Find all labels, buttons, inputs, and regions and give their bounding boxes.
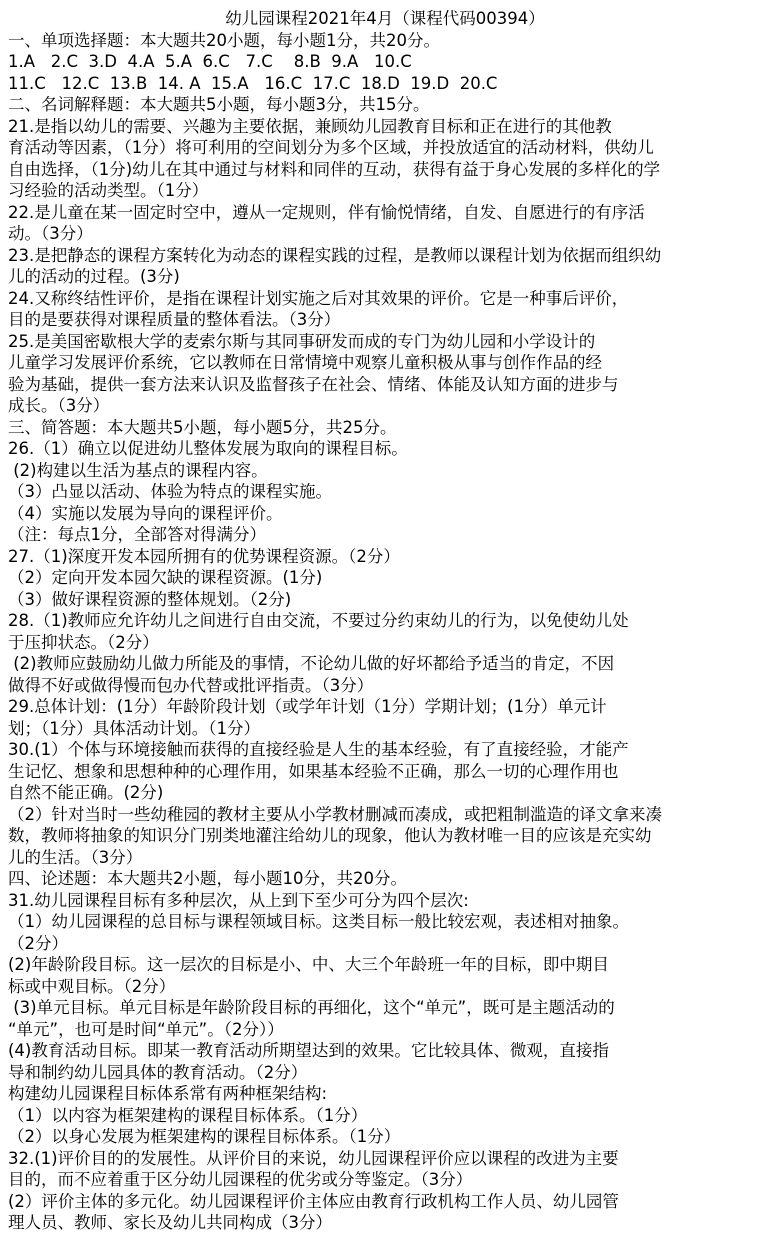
text-line: (3)单元目标。单元目标是年龄阶段目标的再细化，这个“单元”，既可是主题活动的: [8, 998, 615, 1017]
text-line: (2)年龄阶段目标。这一层次的目标是小、中、大三个年龄班一年的目标，即中期目: [8, 955, 609, 974]
text-line: （注：每点1分，全部答对得满分）: [8, 525, 266, 544]
text-line: 27.（1)深度开发本园所拥有的优势课程资源。（2分）: [8, 546, 400, 566]
text-line: 儿的活动的过程。(3分): [8, 267, 180, 286]
text-line: 1.A 2.C 3.D 4.A 5.A 6.C 7.C 8.B 9.A 10.C: [8, 52, 412, 71]
text-line: 二、名词解释题：本大题共5小题，每小题3分，共15分。: [8, 95, 430, 114]
text-line: (2）评价主体的多元化。幼儿园课程评价主体应由教育行政机构工作人员、幼儿园管: [8, 1191, 619, 1211]
answer-text-body: [8, 30, 762, 1234]
text-line: （3）做好课程资源的整体规划。（2分): [8, 589, 292, 609]
text-line: 28.（1)教师应允许幼儿之间进行自由交流，不要过分约束幼儿的行为，以免使幼儿处: [8, 611, 629, 630]
text-line: （4）实施以发展为导向的课程评价。: [8, 503, 283, 523]
text-line: 儿的生活。（3分）: [8, 847, 143, 867]
text-line: 25.是美国密歇根大学的麦索尔斯与其同事研发而成的专门为幼儿园和小学设计的: [8, 331, 596, 351]
text-line: 24.又称终结性评价，是指在课程计划实施之后对其效果的评价。它是一种事后评价，: [8, 288, 629, 308]
text-line: 22.是儿童在某一固定时空中，遵从一定规则，伴有愉悦情绪，自发、自愿进行的有序活: [8, 202, 645, 222]
text-line: 11.C 12.C 13.B 14. A 15.A 16.C 17.C 18.D 19.D 20.C: [8, 73, 498, 93]
text-line: 21.是指以幼儿的需要、兴趣为主要依据，兼顾幼儿园教育目标和正在进行的其他教: [8, 116, 612, 136]
text-line: 数，教师将抽象的知识分门别类地灌注给幼儿的现象，他认为教材唯一目的应该是充实幼: [8, 826, 652, 845]
text-line: 于压抑状态。（2分）: [8, 632, 159, 652]
text-line: 23.是把静态的课程方案转化为动态的课程实践的过程，是教师以课程计划为依据而组织幼: [8, 245, 662, 265]
text-line: 构建幼儿园课程目标体系常有两种框架结构:: [8, 1084, 328, 1103]
text-line: “单元”，也可是时间“单元”。（2分））: [8, 1019, 284, 1039]
text-line: 划；（1分）具体活动计划。（1分）: [8, 718, 260, 738]
text-line: 31.幼儿园课程目标有多种层次，从上到下至少可分为四个层次:: [8, 890, 469, 910]
text-line: （2）针对当时一些幼稚园的教材主要从小学教材删减而凑成，或把粗制滥造的译文拿来凑: [8, 804, 662, 824]
text-line: 目的，而不应着重于区分幼儿园课程的优劣或分等鉴定。（3分）: [8, 1170, 473, 1189]
text-line: 30.(1）个体与环境接触而获得的直接经验是人生的基本经验，有了直接经验，才能产: [8, 740, 629, 759]
text-line: 四、论述题：本大题共2小题，每小题10分，共20分。: [8, 869, 407, 888]
text-line: 三、简答题：本大题共5小题，每小题5分，共25分。: [8, 417, 397, 437]
text-line: （2）定向开发本园欠缺的课程资源。(1分): [8, 568, 323, 587]
text-line: 导和制约幼儿园具体的教育活动。（2分）: [8, 1062, 308, 1082]
text-line: （3）凸显以活动、体验为特点的课程实施。: [8, 482, 332, 501]
text-line: (2)构建以生活为基点的课程内容。: [8, 460, 268, 480]
text-line: （2）以身心发展为框架建构的课程目标体系。（1分）: [8, 1127, 401, 1146]
text-line: 目的是要获得对课程质量的整体看法。（3分）: [8, 310, 341, 329]
text-line: (2)教师应鼓励幼儿做力所能及的事情，不论幼儿做的好坏都给予适当的肯定，不因: [8, 654, 615, 673]
text-line: （2分）: [8, 933, 68, 953]
text-line: 验为基础，提供一套方法来认识及监督孩子在社会、情绪、体能及认知方面的进步与: [8, 374, 619, 394]
text-line: 习经验的活动类型。（1分）: [8, 181, 209, 200]
text-line: （1）以内容为框架建构的课程目标体系。（1分）: [8, 1105, 368, 1125]
text-line: 26.（1）确立以促进幼儿整体发展为取向的课程目标。: [8, 439, 408, 458]
text-line: 儿童学习发展评价系统，它以教师在日常情境中观察儿童积极从事与创作作品的经: [8, 353, 602, 372]
document-title: 幼儿园课程2021年4月（课程代码00394）: [225, 9, 545, 28]
text-line: 32.(1)评价目的的发展性。从评价目的来说，幼儿园课程评价应以课程的改进为主要: [8, 1148, 619, 1168]
text-line: 一、单项选择题：本大题共20小题，每小题1分，共20分。: [8, 30, 440, 50]
text-line: 29.总体计划：(1分）年龄阶段计划（或学年计划（1分）学期计划；(1分）单元计: [8, 697, 607, 716]
text-line: 生记忆、想象和思想种种的心理作用，如果基本经验不正确，那么一切的心理作用也: [8, 761, 619, 781]
text-line: (4)教育活动目标。即某一教育活动所期望达到的效果。它比较具体、微观，直接指: [8, 1041, 609, 1060]
text-line: 做得不好或做得慢而包办代替或批评指责。（3分）: [8, 675, 374, 695]
text-line: 育活动等因素，（1分）将可利用的空间划分为多个区域，并投放适宜的活动材料，供幼儿: [8, 138, 654, 157]
text-line: 自然不能正确。(2分): [8, 783, 164, 802]
text-line: 成长。（3分）: [8, 396, 110, 415]
text-line: 自由选择，（1分)幼儿在其中通过与材料和同伴的互动，获得有益于身心发展的多样化的学: [8, 159, 661, 179]
text-line: 理人员、教师、家长及幼儿共同构成（3分）: [8, 1213, 332, 1232]
text-line: 标或中观目标。（2分）: [8, 976, 176, 996]
text-line: 动。（3分）: [8, 224, 93, 243]
text-line: （1）幼儿园课程的总目标与课程领域目标。这类目标一般比较宏观，表述相对抽象。: [8, 912, 629, 931]
